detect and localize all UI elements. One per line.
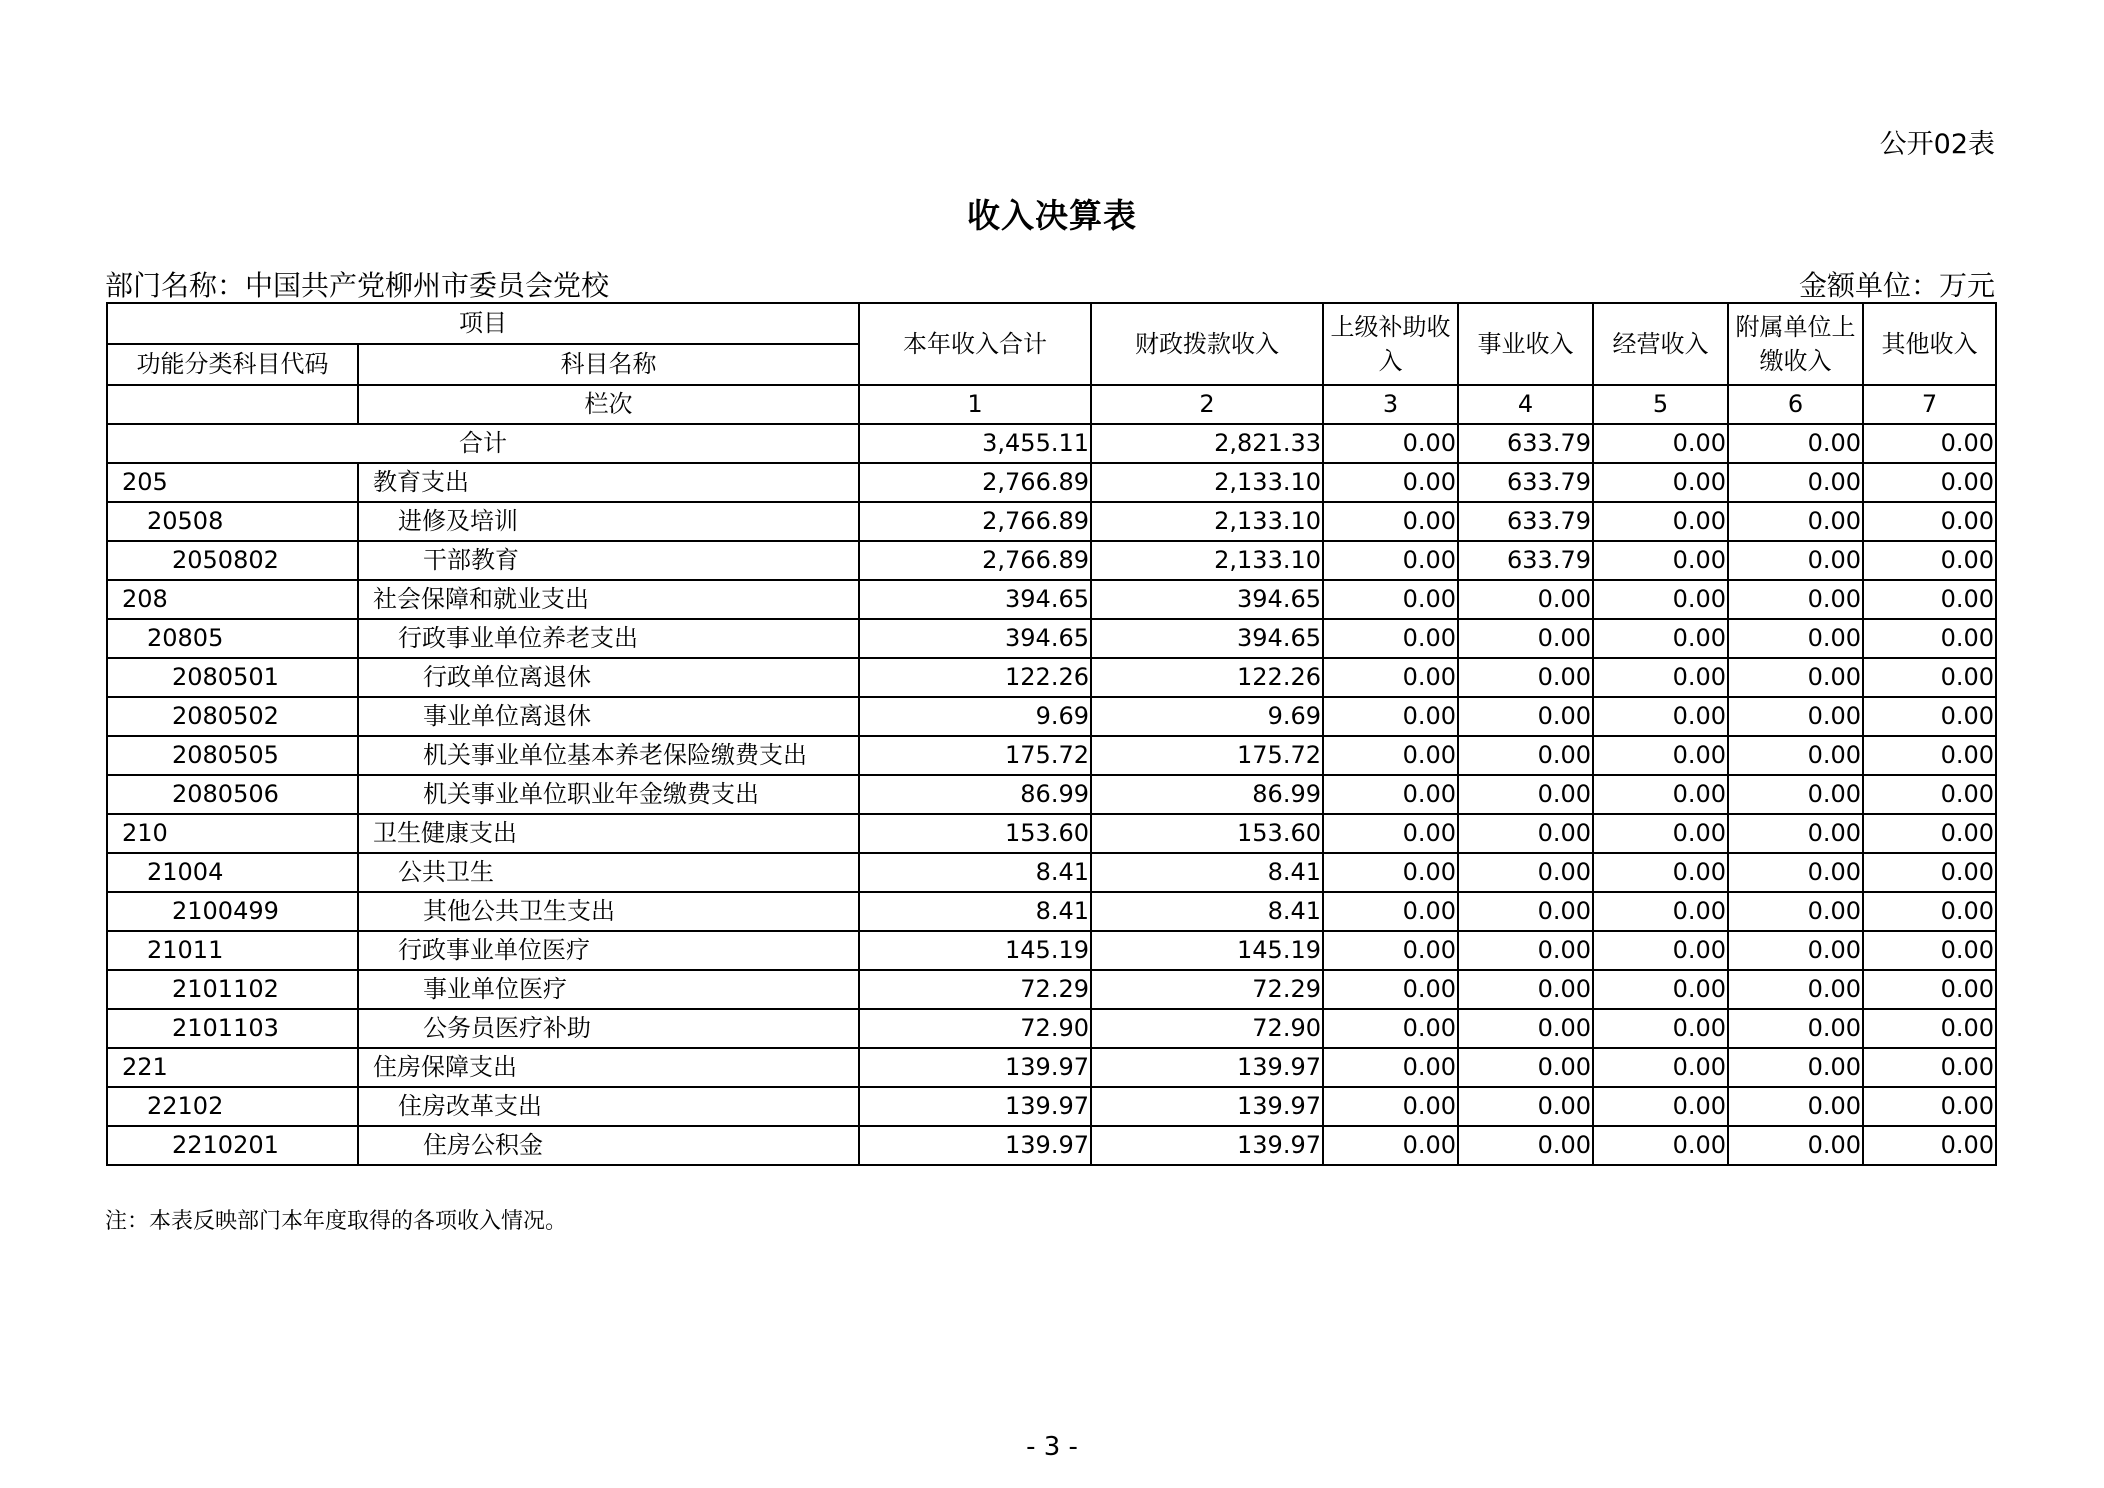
row-value: 394.65 [859, 580, 1091, 619]
row-value: 153.60 [859, 814, 1091, 853]
total-row [107, 424, 1996, 463]
row-value: 394.65 [859, 619, 1091, 658]
row-value: 0.00 [1863, 892, 1996, 931]
table-note: 注：本表反映部门本年度取得的各项收入情况。 [105, 1209, 568, 1234]
row-value: 394.65 [1091, 580, 1323, 619]
table-row [107, 736, 1996, 775]
row-value: 0.00 [1728, 736, 1863, 775]
row-value: 0.00 [1458, 658, 1593, 697]
header-col-label: 栏次 [358, 385, 859, 424]
row-value: 0.00 [1323, 658, 1458, 697]
row-value: 72.29 [1091, 970, 1323, 1009]
row-name: 干部教育 [358, 541, 859, 580]
row-value: 0.00 [1323, 814, 1458, 853]
total-value: 0.00 [1863, 424, 1996, 463]
row-value: 0.00 [1728, 502, 1863, 541]
row-value: 0.00 [1458, 1048, 1593, 1087]
row-name: 机关事业单位基本养老保险缴费支出 [358, 736, 859, 775]
row-value: 0.00 [1458, 619, 1593, 658]
row-name: 卫生健康支出 [358, 814, 859, 853]
row-value: 0.00 [1863, 814, 1996, 853]
header-col-7: 其他收入 [1863, 303, 1996, 385]
row-name: 其他公共卫生支出 [358, 892, 859, 931]
table-row [107, 541, 1996, 580]
row-value: 0.00 [1728, 1009, 1863, 1048]
row-value: 0.00 [1863, 853, 1996, 892]
row-value: 8.41 [1091, 892, 1323, 931]
col-num-4: 4 [1458, 385, 1593, 424]
row-value: 8.41 [1091, 853, 1323, 892]
row-value: 139.97 [859, 1087, 1091, 1126]
row-code: 2101103 [107, 1009, 358, 1048]
row-value: 0.00 [1593, 1009, 1728, 1048]
row-value: 0.00 [1863, 970, 1996, 1009]
row-value: 8.41 [859, 892, 1091, 931]
row-value: 175.72 [859, 736, 1091, 775]
row-value: 0.00 [1323, 1126, 1458, 1165]
row-value: 86.99 [1091, 775, 1323, 814]
row-value: 72.90 [1091, 1009, 1323, 1048]
table-row [107, 970, 1996, 1009]
row-value: 0.00 [1593, 1048, 1728, 1087]
row-name: 教育支出 [358, 463, 859, 502]
row-value: 0.00 [1323, 541, 1458, 580]
col-num-1: 1 [859, 385, 1091, 424]
row-name: 住房保障支出 [358, 1048, 859, 1087]
row-code: 20508 [107, 502, 358, 541]
row-value: 0.00 [1458, 970, 1593, 1009]
row-value: 0.00 [1323, 1009, 1458, 1048]
row-value: 0.00 [1458, 931, 1593, 970]
row-value: 0.00 [1593, 931, 1728, 970]
row-value: 145.19 [859, 931, 1091, 970]
row-value: 0.00 [1593, 892, 1728, 931]
row-value: 0.00 [1323, 502, 1458, 541]
row-code: 2080505 [107, 736, 358, 775]
table-row [107, 931, 1996, 970]
table-row [107, 1087, 1996, 1126]
row-value: 2,766.89 [859, 463, 1091, 502]
row-value: 139.97 [1091, 1087, 1323, 1126]
table-row [107, 463, 1996, 502]
row-value: 0.00 [1458, 1087, 1593, 1126]
row-value: 0.00 [1323, 892, 1458, 931]
header-item: 项目 [107, 303, 859, 344]
form-number: 公开02表 [1879, 129, 1995, 160]
row-name: 事业单位医疗 [358, 970, 859, 1009]
row-value: 0.00 [1863, 463, 1996, 502]
total-label: 合计 [107, 424, 859, 463]
row-value: 0.00 [1458, 697, 1593, 736]
income-table [106, 302, 1997, 1166]
row-value: 0.00 [1863, 775, 1996, 814]
total-value: 0.00 [1593, 424, 1728, 463]
table-row [107, 853, 1996, 892]
row-value: 0.00 [1863, 580, 1996, 619]
header-col-5: 经营收入 [1593, 303, 1728, 385]
row-code: 2080501 [107, 658, 358, 697]
table-row [107, 1126, 1996, 1165]
page-number: - 3 - [1026, 1432, 1078, 1462]
col-num-3: 3 [1323, 385, 1458, 424]
row-code: 21011 [107, 931, 358, 970]
row-code: 221 [107, 1048, 358, 1087]
row-value: 0.00 [1728, 1087, 1863, 1126]
row-code: 2050802 [107, 541, 358, 580]
total-value: 2,821.33 [1091, 424, 1323, 463]
row-value: 0.00 [1593, 697, 1728, 736]
row-value: 0.00 [1728, 814, 1863, 853]
row-value: 0.00 [1458, 736, 1593, 775]
row-value: 0.00 [1323, 1087, 1458, 1126]
row-name: 公务员医疗补助 [358, 1009, 859, 1048]
row-value: 0.00 [1728, 580, 1863, 619]
row-value: 0.00 [1323, 931, 1458, 970]
row-value: 0.00 [1728, 775, 1863, 814]
total-value: 0.00 [1728, 424, 1863, 463]
row-value: 0.00 [1593, 1087, 1728, 1126]
row-value: 0.00 [1323, 463, 1458, 502]
row-value: 9.69 [859, 697, 1091, 736]
row-value: 0.00 [1863, 619, 1996, 658]
row-value: 9.69 [1091, 697, 1323, 736]
row-value: 633.79 [1458, 502, 1593, 541]
row-value: 2,133.10 [1091, 541, 1323, 580]
row-name: 社会保障和就业支出 [358, 580, 859, 619]
row-value: 0.00 [1863, 1087, 1996, 1126]
table-row [107, 580, 1996, 619]
row-value: 8.41 [859, 853, 1091, 892]
row-name: 公共卫生 [358, 853, 859, 892]
table-row [107, 658, 1996, 697]
total-value: 3,455.11 [859, 424, 1091, 463]
row-value: 0.00 [1728, 658, 1863, 697]
row-code: 2100499 [107, 892, 358, 931]
row-value: 2,766.89 [859, 541, 1091, 580]
table-row [107, 502, 1996, 541]
row-value: 139.97 [859, 1126, 1091, 1165]
table-body [107, 424, 1996, 1165]
row-value: 0.00 [1863, 697, 1996, 736]
table-row [107, 619, 1996, 658]
row-code: 2080502 [107, 697, 358, 736]
row-name: 行政事业单位医疗 [358, 931, 859, 970]
row-value: 0.00 [1458, 1126, 1593, 1165]
table-row [107, 814, 1996, 853]
table-row [107, 892, 1996, 931]
row-value: 2,133.10 [1091, 463, 1323, 502]
row-value: 0.00 [1593, 970, 1728, 1009]
row-value: 0.00 [1728, 1126, 1863, 1165]
row-name: 事业单位离退休 [358, 697, 859, 736]
row-value: 0.00 [1323, 775, 1458, 814]
row-value: 0.00 [1458, 580, 1593, 619]
table-row [107, 775, 1996, 814]
row-value: 0.00 [1323, 697, 1458, 736]
table-row [107, 1048, 1996, 1087]
row-code: 21004 [107, 853, 358, 892]
row-value: 122.26 [1091, 658, 1323, 697]
row-value: 0.00 [1593, 1126, 1728, 1165]
row-value: 0.00 [1323, 619, 1458, 658]
table-row [107, 1009, 1996, 1048]
row-value: 0.00 [1593, 619, 1728, 658]
row-name: 住房改革支出 [358, 1087, 859, 1126]
row-name: 进修及培训 [358, 502, 859, 541]
row-value: 2,766.89 [859, 502, 1091, 541]
row-value: 0.00 [1863, 1009, 1996, 1048]
row-value: 0.00 [1458, 775, 1593, 814]
header-col-6: 附属单位上缴收入 [1728, 303, 1863, 385]
row-code: 205 [107, 463, 358, 502]
row-value: 0.00 [1323, 970, 1458, 1009]
row-name: 机关事业单位职业年金缴费支出 [358, 775, 859, 814]
row-code: 2080506 [107, 775, 358, 814]
header-name: 科目名称 [358, 344, 859, 385]
header-col-2: 财政拨款收入 [1091, 303, 1323, 385]
row-code: 20805 [107, 619, 358, 658]
page-title: 收入决算表 [967, 196, 1137, 235]
col-num-5: 5 [1593, 385, 1728, 424]
header-col-4: 事业收入 [1458, 303, 1593, 385]
total-value: 0.00 [1323, 424, 1458, 463]
row-value: 175.72 [1091, 736, 1323, 775]
row-value: 0.00 [1593, 463, 1728, 502]
row-name: 住房公积金 [358, 1126, 859, 1165]
row-value: 0.00 [1593, 658, 1728, 697]
header-col-1: 本年收入合计 [859, 303, 1091, 385]
row-value: 0.00 [1323, 580, 1458, 619]
row-value: 72.29 [859, 970, 1091, 1009]
row-value: 0.00 [1728, 541, 1863, 580]
row-value: 0.00 [1593, 541, 1728, 580]
row-value: 0.00 [1458, 1009, 1593, 1048]
row-value: 0.00 [1458, 853, 1593, 892]
row-value: 153.60 [1091, 814, 1323, 853]
row-value: 633.79 [1458, 463, 1593, 502]
col-num-2: 2 [1091, 385, 1323, 424]
row-name: 行政单位离退休 [358, 658, 859, 697]
row-value: 0.00 [1728, 892, 1863, 931]
table-row [107, 697, 1996, 736]
amount-unit-label: 金额单位：万元 [1798, 269, 1995, 302]
row-value: 0.00 [1593, 736, 1728, 775]
row-value: 139.97 [859, 1048, 1091, 1087]
row-value: 0.00 [1593, 814, 1728, 853]
row-value: 0.00 [1323, 736, 1458, 775]
row-value: 0.00 [1863, 736, 1996, 775]
row-value: 86.99 [859, 775, 1091, 814]
col-num-6: 6 [1728, 385, 1863, 424]
row-value: 0.00 [1728, 853, 1863, 892]
row-value: 0.00 [1728, 970, 1863, 1009]
row-value: 0.00 [1458, 814, 1593, 853]
row-value: 145.19 [1091, 931, 1323, 970]
row-code: 2210201 [107, 1126, 358, 1165]
row-value: 139.97 [1091, 1048, 1323, 1087]
row-value: 0.00 [1728, 1048, 1863, 1087]
row-code: 208 [107, 580, 358, 619]
row-value: 0.00 [1593, 775, 1728, 814]
row-value: 122.26 [859, 658, 1091, 697]
header-col-3: 上级补助收入 [1323, 303, 1458, 385]
col-num-7: 7 [1863, 385, 1996, 424]
row-value: 0.00 [1863, 502, 1996, 541]
row-value: 0.00 [1728, 931, 1863, 970]
row-value: 0.00 [1863, 1048, 1996, 1087]
row-value: 0.00 [1863, 1126, 1996, 1165]
row-value: 139.97 [1091, 1126, 1323, 1165]
header-blank-cell [107, 385, 358, 424]
department-label: 部门名称：中国共产党柳州市委员会党校 [105, 269, 610, 302]
row-code: 210 [107, 814, 358, 853]
row-value: 0.00 [1323, 853, 1458, 892]
total-value: 633.79 [1458, 424, 1593, 463]
row-name: 行政事业单位养老支出 [358, 619, 859, 658]
row-value: 394.65 [1091, 619, 1323, 658]
row-value: 0.00 [1728, 619, 1863, 658]
row-value: 0.00 [1593, 502, 1728, 541]
row-value: 0.00 [1593, 580, 1728, 619]
row-value: 0.00 [1593, 853, 1728, 892]
row-value: 633.79 [1458, 541, 1593, 580]
row-code: 22102 [107, 1087, 358, 1126]
row-value: 2,133.10 [1091, 502, 1323, 541]
row-value: 72.90 [859, 1009, 1091, 1048]
row-value: 0.00 [1863, 931, 1996, 970]
row-code: 2101102 [107, 970, 358, 1009]
row-value: 0.00 [1728, 697, 1863, 736]
row-value: 0.00 [1863, 658, 1996, 697]
row-value: 0.00 [1863, 541, 1996, 580]
row-value: 0.00 [1323, 1048, 1458, 1087]
header-code: 功能分类科目代码 [107, 344, 358, 385]
row-value: 0.00 [1728, 463, 1863, 502]
row-value: 0.00 [1458, 892, 1593, 931]
